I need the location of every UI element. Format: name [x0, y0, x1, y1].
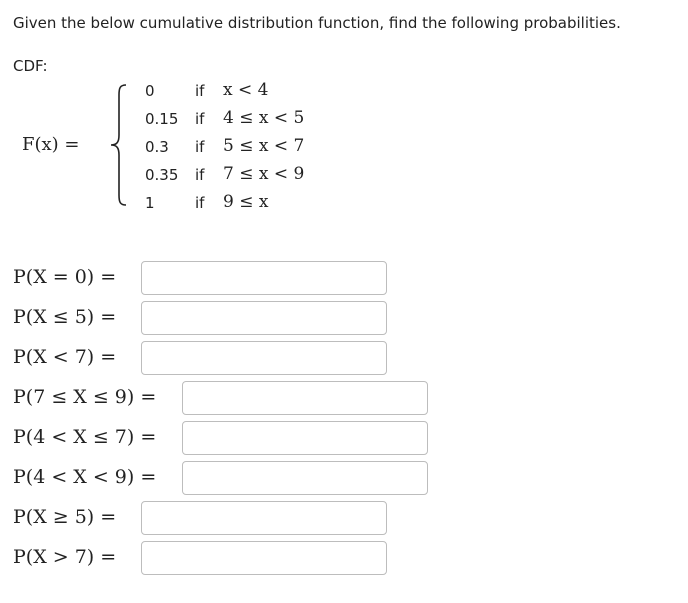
answer-input-p-x-ge-5[interactable] [141, 501, 387, 535]
case-value: 0 [145, 82, 155, 100]
answer-input-p-x-eq-0[interactable] [141, 261, 387, 295]
case-value: 0.35 [145, 166, 179, 184]
case-value: 0.15 [145, 110, 179, 128]
answer-input-p-7-le-x-le-9[interactable] [182, 381, 428, 415]
case-value: 1 [145, 194, 155, 212]
answer-input-p-x-gt-7[interactable] [141, 541, 387, 575]
instruction-text: Given the below cumulative distribution function, find the following probabilities. [13, 14, 621, 32]
answer-input-p-4-lt-x-le-7[interactable] [182, 421, 428, 455]
question-label: P(X < 7) = [13, 346, 117, 368]
left-brace-icon [108, 83, 130, 207]
case-condition: 5 ≤ x < 7 [223, 136, 305, 156]
question-label: P(7 ≤ X ≤ 9) = [13, 386, 157, 408]
question-label: P(X ≥ 5) = [13, 506, 117, 528]
function-label: F(x) = [22, 134, 80, 155]
question-label: P(4 < X ≤ 7) = [13, 426, 157, 448]
case-if: if [195, 194, 205, 212]
case-condition: x < 4 [223, 80, 269, 100]
case-condition: 9 ≤ x [223, 192, 269, 212]
case-if: if [195, 166, 205, 184]
answer-input-p-x-le-5[interactable] [141, 301, 387, 335]
case-value: 0.3 [145, 138, 169, 156]
question-label: P(X > 7) = [13, 546, 117, 568]
case-if: if [195, 138, 205, 156]
case-if: if [195, 110, 205, 128]
question-label: P(4 < X < 9) = [13, 466, 157, 488]
case-condition: 7 ≤ x < 9 [223, 164, 305, 184]
question-label: P(X ≤ 5) = [13, 306, 117, 328]
answer-input-p-4-lt-x-lt-9[interactable] [182, 461, 428, 495]
answer-input-p-x-lt-7[interactable] [141, 341, 387, 375]
case-condition: 4 ≤ x < 5 [223, 108, 305, 128]
cdf-heading: CDF: [13, 57, 48, 75]
case-if: if [195, 82, 205, 100]
question-label: P(X = 0) = [13, 266, 117, 288]
